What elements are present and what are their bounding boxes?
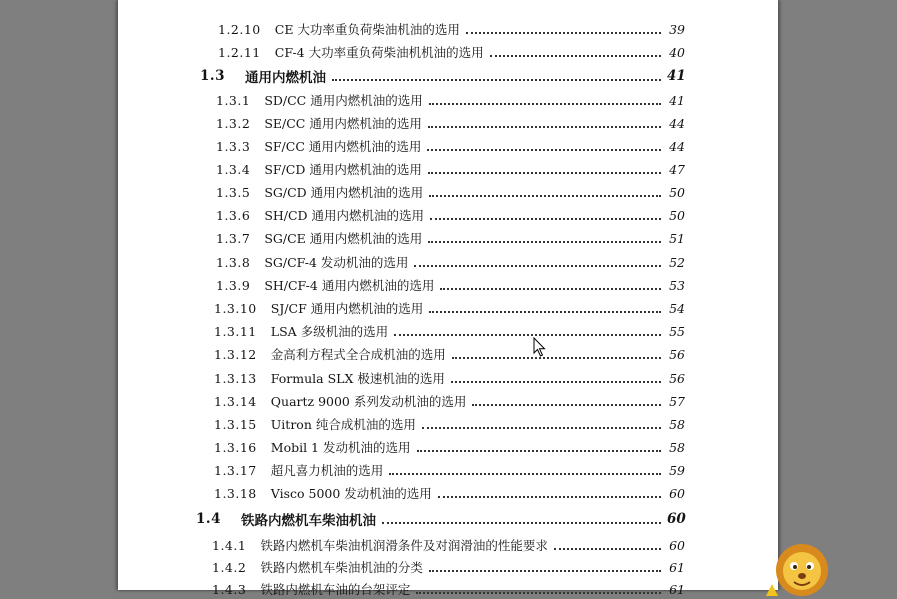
toc-number: 1.3.17: [214, 462, 257, 478]
toc-title: 铁路内燃机车柴油机润滑条件及对润滑油的性能要求: [260, 538, 548, 553]
toc-number: 1.3.14: [214, 393, 257, 409]
toc-title: SH/CD 通用内燃机油的选用: [264, 208, 425, 223]
toc-page-number: 40: [669, 44, 685, 60]
toc-page-number: 60: [669, 537, 685, 553]
toc-number: 1.3.4: [216, 161, 251, 177]
toc-number: 1.3.11: [214, 323, 257, 339]
dot-leader: [428, 240, 661, 243]
toc-page-number: 54: [669, 300, 685, 316]
toc-page-number: 44: [669, 138, 685, 154]
dot-leader: [490, 54, 661, 57]
dot-leader: [430, 217, 661, 220]
toc-number: 1.2.11: [218, 44, 261, 60]
toc-title: Mobil 1 发动机油的选用: [270, 440, 411, 455]
dot-leader: [416, 591, 661, 594]
toc-number: 1.4.1: [212, 537, 247, 553]
toc-entry: [214, 437, 685, 457]
toc-page-number: 50: [669, 207, 685, 223]
toc-number: 1.3: [200, 68, 225, 84]
toc-number: 1.3.18: [214, 485, 257, 501]
dot-leader: [394, 333, 661, 336]
dot-leader: [429, 194, 661, 197]
toc-title: 金高利方程式全合成机油的选用: [270, 347, 446, 362]
dot-leader: [332, 78, 661, 81]
toc-page-number: 57: [669, 393, 685, 409]
toc-page-number: 39: [669, 21, 685, 37]
toc-number: 1.3.16: [214, 439, 257, 455]
toc-entry: [216, 205, 685, 225]
toc-entry: [214, 483, 685, 503]
toc-title: SH/CF-4 通用内燃机油的选用: [264, 278, 435, 293]
toc-entry: [216, 159, 685, 179]
toc-title: 铁路内燃机车柴油机油: [241, 513, 376, 529]
toc-entry: [214, 344, 685, 364]
toc-number: 1.3.5: [216, 184, 251, 200]
toc-entry: [214, 298, 685, 318]
toc-title: SF/CD 通用内燃机油的选用: [264, 162, 422, 177]
toc-title: CF-4 大功率重负荷柴油机机油的选用: [274, 45, 484, 60]
dot-leader: [466, 31, 661, 34]
toc-entry: [214, 391, 685, 411]
toc-number: 1.3.2: [216, 115, 251, 131]
dot-leader: [417, 449, 662, 452]
toc-title: SD/CC 通用内燃机油的选用: [264, 93, 423, 108]
dot-leader: [414, 264, 661, 267]
dot-leader: [440, 287, 661, 290]
dot-leader: [438, 495, 661, 498]
toc-entry: [216, 228, 685, 248]
toc-number: 1.4: [196, 511, 221, 527]
dot-leader: [382, 521, 661, 524]
toc-entry: [214, 368, 685, 388]
toc-title: SG/CF-4 发动机油的选用: [264, 255, 409, 270]
toc-page-number: 61: [669, 559, 685, 575]
toc-title: SG/CD 通用内燃机油的选用: [264, 185, 424, 200]
toc-title: 通用内燃机油: [245, 70, 326, 86]
toc-entry: [218, 42, 685, 62]
toc-page-number: 58: [669, 416, 685, 432]
toc-section-line: [200, 66, 685, 86]
dot-leader: [428, 125, 661, 128]
toc-entry: [216, 252, 685, 272]
dot-leader: [451, 380, 661, 383]
toc-title: SG/CE 通用内燃机油的选用: [264, 231, 423, 246]
toc-page-number: 55: [669, 323, 685, 339]
toc-number: 1.4.3: [212, 581, 247, 597]
toc-page-number: 53: [669, 277, 685, 293]
toc-page-number: 44: [669, 115, 685, 131]
toc-entry: [212, 535, 685, 555]
toc-number: 1.3.9: [216, 277, 251, 293]
toc-entry: [212, 579, 685, 599]
toc-title: SE/CC 通用内燃机油的选用: [264, 116, 422, 131]
toc-entry: [216, 275, 685, 295]
toc-number: 1.3.12: [214, 346, 257, 362]
toc-entry: [212, 557, 685, 577]
toc-page-number: 59: [669, 462, 685, 478]
dot-leader: [429, 569, 661, 572]
toc-entry: [216, 136, 685, 156]
toc-page-number: 51: [669, 230, 685, 246]
toc-title: 铁路内燃机车油的台架评定: [260, 582, 411, 597]
dot-leader: [472, 403, 661, 406]
toc-title: Uitron 纯合成机油的选用: [270, 417, 416, 432]
toc-page-number: 58: [669, 439, 685, 455]
toc-number: 1.3.6: [216, 207, 251, 223]
toc-entry: [214, 321, 685, 341]
dot-leader: [428, 171, 661, 174]
toc-title: Quartz 9000 系列发动机油的选用: [270, 394, 467, 409]
toc-page-number: 56: [669, 370, 685, 386]
toc-number: 1.3.7: [216, 230, 251, 246]
toc-title: LSA 多级机油的选用: [270, 324, 389, 339]
toc-entry: [218, 19, 685, 39]
dot-leader: [429, 102, 661, 105]
toc-page-number: 56: [669, 346, 685, 362]
toc-number: 1.3.8: [216, 254, 251, 270]
toc-page-number: 41: [669, 92, 685, 108]
toc-number: 1.3.10: [214, 300, 257, 316]
toc-page-number: 41: [667, 68, 686, 84]
dot-leader: [452, 356, 661, 359]
toc-number: 1.3.15: [214, 416, 257, 432]
toc-page-number: 60: [669, 485, 685, 501]
toc-entry: [216, 90, 685, 110]
toc-number: 1.2.10: [218, 21, 261, 37]
toc-number: 1.3.13: [214, 370, 257, 386]
toc-section-line: [196, 509, 685, 529]
toc-number: 1.3.3: [216, 138, 251, 154]
dot-leader: [429, 310, 661, 313]
lion-mascot-icon[interactable]: [766, 540, 830, 596]
toc-title: Formula SLX 极速机油的选用: [270, 371, 445, 386]
toc-title: 铁路内燃机车柴油机油的分类: [260, 560, 423, 575]
toc-entry: [214, 460, 685, 480]
toc-number: 1.3.1: [216, 92, 251, 108]
toc-title: 超凡喜力机油的选用: [270, 463, 384, 478]
dot-leader: [427, 148, 661, 151]
dot-leader: [554, 547, 661, 550]
toc-title: CE 大功率重负荷柴油机油的选用: [274, 22, 460, 37]
toc-entry: [214, 414, 685, 434]
document-page: [118, 0, 778, 597]
mouse-cursor-icon: [533, 337, 547, 357]
toc-page-number: 60: [667, 511, 686, 527]
toc-page-number: 52: [669, 254, 685, 270]
dot-leader: [422, 426, 661, 429]
toc-page-number: 47: [669, 161, 685, 177]
dot-leader: [389, 472, 661, 475]
toc-title: Visco 5000 发动机油的选用: [270, 486, 432, 501]
toc-number: 1.4.2: [212, 559, 247, 575]
toc-title: SJ/CF 通用内燃机油的选用: [270, 301, 424, 316]
toc-page-number: 61: [669, 581, 685, 597]
toc-page-number: 50: [669, 184, 685, 200]
toc-title: SF/CC 通用内燃机油的选用: [264, 139, 422, 154]
toc-entry: [216, 113, 685, 133]
toc-entry: [216, 182, 685, 202]
